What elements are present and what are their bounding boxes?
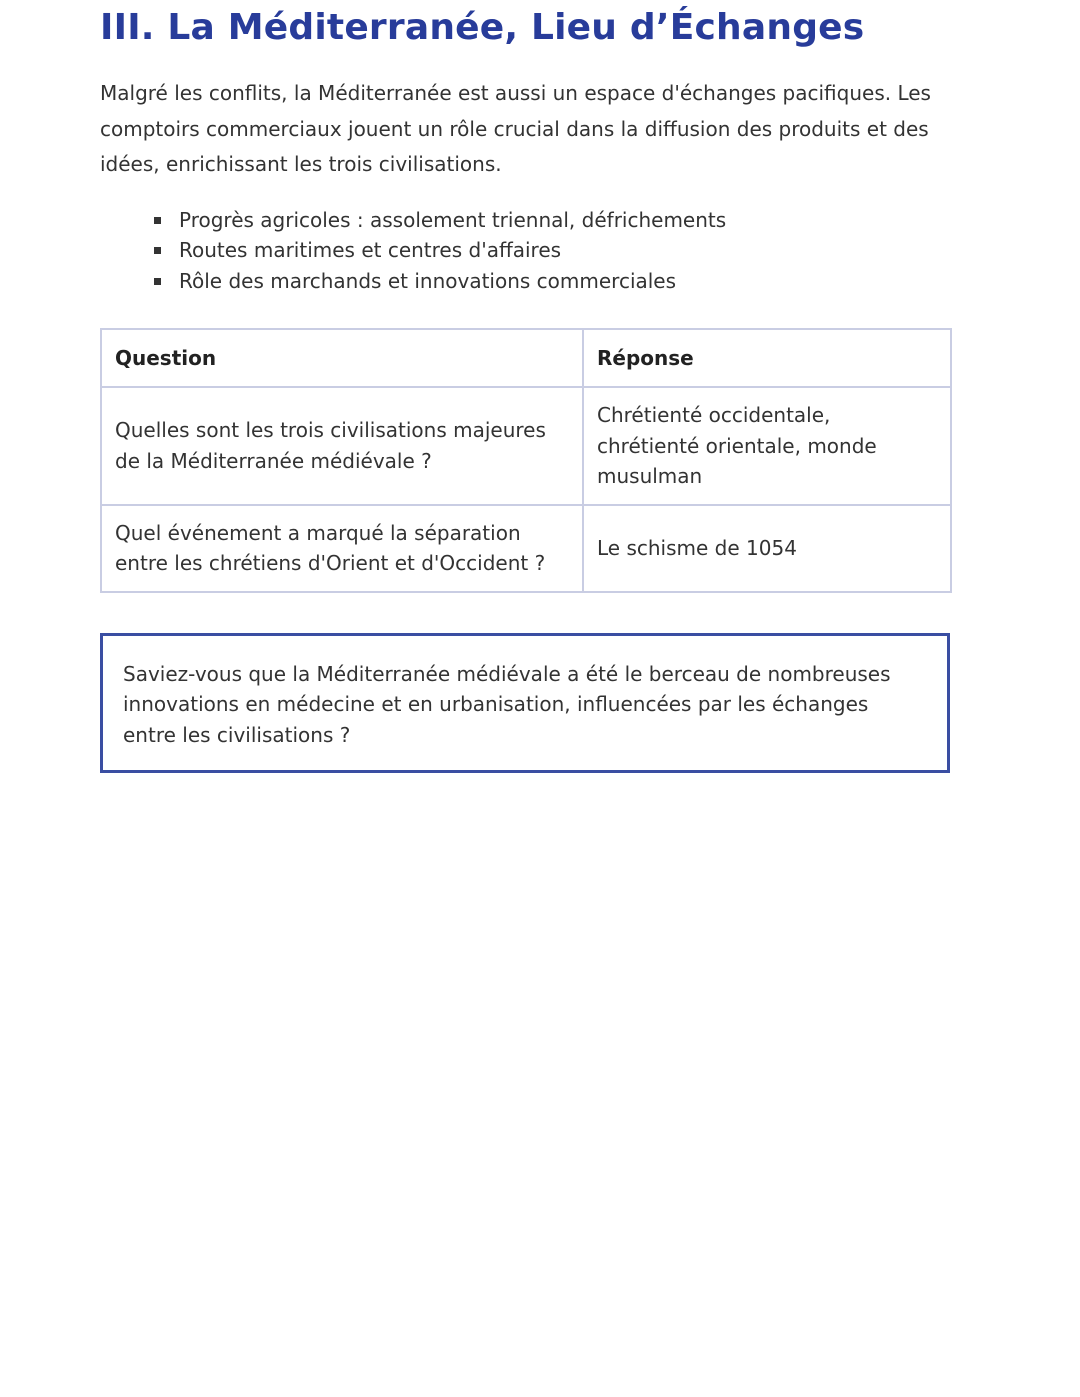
question-answer-table (100, 328, 952, 593)
column-header-question: Question (101, 329, 583, 387)
list-item: Rôle des marchands et innovations commerciales (179, 266, 950, 297)
table-header-row (101, 329, 951, 387)
table-row (101, 505, 951, 592)
column-header-answer: Réponse (583, 329, 951, 387)
list-item: Routes maritimes et centres d'affaires (179, 235, 950, 266)
list-item: Progrès agricoles : assolement triennal, défrichements (179, 205, 950, 236)
fact-text: Saviez-vous que la Méditerranée médiévale a été le berceau de nombreuses innovations en médecine et en urbanisation, influencées par les échanges entre les civilisations ? (123, 661, 891, 747)
section-title: III. La Méditerranée, Lieu d’Échanges (100, 7, 865, 48)
document-page (100, 0, 950, 773)
question-cell: Quelles sont les trois civilisations majeures de la Méditerranée médiévale ? (101, 387, 583, 505)
key-points-list (100, 205, 950, 297)
question-cell: Quel événement a marqué la séparation entre les chrétiens d'Orient et d'Occident ? (101, 505, 583, 592)
answer-cell: Le schisme de 1054 (583, 505, 951, 592)
answer-cell: Chrétienté occidentale, chrétienté orientale, monde musulman (583, 387, 951, 505)
fact-box (100, 633, 950, 774)
table-row (101, 387, 951, 505)
intro-paragraph: Malgré les conflits, la Méditerranée est aussi un espace d'échanges pacifiques. Les comptoirs commerciaux jouent un rôle crucial dans la diffusion des produits et des idées, enrichissant les trois civilisations. (100, 81, 931, 176)
